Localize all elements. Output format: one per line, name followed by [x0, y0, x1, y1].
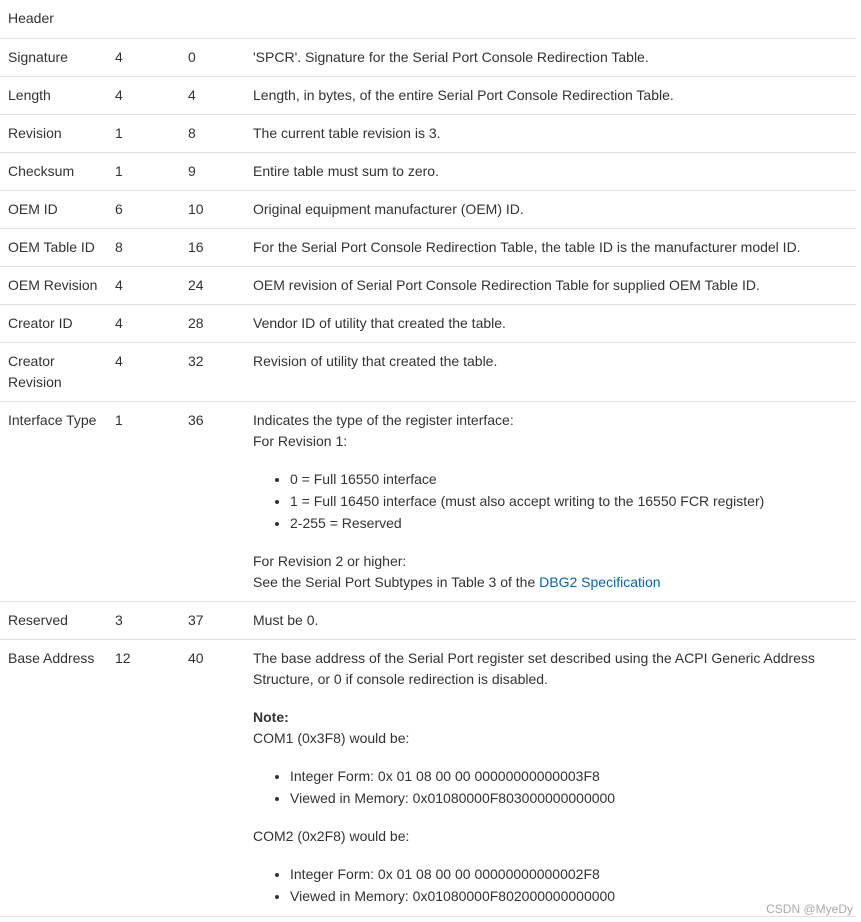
description-text: 'SPCR'. Signature for the Serial Port Console Redirection Table. [253, 49, 649, 65]
field-name-cell: Interface Type [8, 412, 97, 428]
description-cell [245, 648, 856, 908]
description-line [253, 275, 832, 296]
description-line [253, 47, 832, 68]
byte-length-cell: 6 [115, 201, 123, 217]
description-text: Entire table must sum to zero. [253, 163, 439, 179]
description-text: Vendor ID of utility that created the table. [253, 315, 506, 331]
byte-offset-cell: 4 [188, 87, 196, 103]
description-paragraph [253, 551, 832, 593]
dbg2-spec-link[interactable]: DBG2 Specification [539, 574, 661, 590]
byte-length-cell: 1 [115, 163, 123, 179]
bullet-list [253, 469, 832, 534]
description-paragraph [253, 826, 832, 847]
byte-offset-cell: 37 [188, 612, 204, 628]
table-row [0, 229, 856, 267]
list-item: • Viewed in Memory: 0x01080000F803000000000000 [290, 788, 832, 809]
description-text: The base address of the Serial Port register set described using the ACPI Generic Address Structure, or 0 if console redirection is disabled. [253, 650, 815, 687]
table-row [0, 153, 856, 191]
list-item: • Viewed in Memory: 0x01080000F802000000000000 [290, 886, 832, 907]
description-paragraph [253, 47, 832, 68]
description-text: Length, in bytes, of the entire Serial Port Console Redirection Table. [253, 87, 674, 103]
table-row [0, 640, 856, 917]
description-paragraph [253, 648, 832, 690]
description-text: Must be 0. [253, 612, 319, 628]
description-paragraph [253, 351, 832, 372]
watermark: CSDN @MyeDy [766, 902, 853, 916]
field-name-cell: OEM ID [8, 201, 58, 217]
description-text: Indicates the type of the register interface: [253, 412, 514, 428]
table-row [0, 402, 856, 602]
table-row [0, 602, 856, 640]
field-name-cell: Revision [8, 125, 62, 141]
description-line [253, 410, 832, 431]
byte-offset-cell: 40 [188, 650, 204, 666]
byte-length-cell: 4 [115, 315, 123, 331]
description-text: For Revision 2 or higher: [253, 553, 407, 569]
description-text: OEM revision of Serial Port Console Redirection Table for supplied OEM Table ID. [253, 277, 760, 293]
description-cell [245, 123, 856, 144]
description-line [253, 648, 832, 690]
description-line [253, 707, 832, 728]
description-paragraph [253, 707, 832, 749]
description-paragraph [253, 237, 832, 258]
field-name-cell: Checksum [8, 163, 75, 179]
byte-offset-cell: 36 [188, 412, 204, 428]
table-row [0, 39, 856, 77]
description-text: COM1 (0x3F8) would be: [253, 730, 410, 746]
note-bold-text: Note: [253, 709, 289, 725]
table-row [0, 343, 856, 402]
description-cell [245, 313, 856, 334]
byte-length-cell: 8 [115, 239, 123, 255]
list-item: • 0 = Full 16550 interface [290, 469, 832, 490]
table-row [0, 115, 856, 153]
description-paragraph [253, 199, 832, 220]
description-text: Revision of utility that created the table. [253, 353, 498, 369]
byte-offset-cell: 10 [188, 201, 204, 217]
field-name-cell: OEM Table ID [8, 239, 95, 255]
byte-length-cell: 12 [115, 650, 131, 666]
description-line [253, 199, 832, 220]
list-item: • 2-255 = Reserved [290, 513, 832, 534]
list-item: • Integer Form: 0x 01 08 00 00 00000000000002F8 [290, 864, 832, 885]
description-paragraph [253, 610, 832, 631]
field-name-cell: Base Address [8, 650, 95, 666]
description-line [253, 237, 832, 258]
table-section-header-row [0, 0, 856, 39]
description-paragraph [253, 161, 832, 182]
description-line [253, 826, 832, 847]
description-paragraph [253, 313, 832, 334]
list-item: • 1 = Full 16450 interface (must also accept writing to the 16550 FCR register) [290, 491, 832, 512]
byte-offset-cell: 24 [188, 277, 204, 293]
description-cell [245, 610, 856, 631]
field-name-cell: Signature [8, 49, 68, 65]
description-paragraph [253, 123, 832, 144]
byte-length-cell: 4 [115, 353, 123, 369]
byte-length-cell: 4 [115, 87, 123, 103]
description-cell [245, 47, 856, 68]
byte-length-cell: 1 [115, 412, 123, 428]
description-cell [245, 410, 856, 593]
description-text: Original equipment manufacturer (OEM) ID. [253, 201, 524, 217]
byte-length-cell: 4 [115, 49, 123, 65]
byte-offset-cell: 9 [188, 163, 196, 179]
field-name-cell: Creator Revision [8, 353, 62, 390]
description-text: COM2 (0x2F8) would be: [253, 828, 410, 844]
byte-offset-cell: 28 [188, 315, 204, 331]
description-line [253, 123, 832, 144]
byte-offset-cell: 0 [188, 49, 196, 65]
byte-length-cell: 1 [115, 125, 123, 141]
field-name-cell: Length [8, 87, 51, 103]
spcr-table-body [0, 39, 856, 917]
description-cell [245, 351, 856, 393]
field-name-cell: Creator ID [8, 315, 73, 331]
byte-offset-cell: 8 [188, 125, 196, 141]
description-cell [245, 237, 856, 258]
field-name-cell: OEM Revision [8, 277, 98, 293]
description-text: See the Serial Port Subtypes in Table 3 of the [253, 574, 540, 590]
description-cell [245, 161, 856, 182]
description-paragraph [253, 85, 832, 106]
table-row [0, 191, 856, 229]
description-line [253, 313, 832, 334]
description-line [253, 728, 832, 749]
description-line [253, 85, 832, 106]
description-cell [245, 275, 856, 296]
table-row [0, 77, 856, 115]
description-paragraph [253, 275, 832, 296]
section-header-label: Header [8, 10, 54, 26]
description-line [253, 572, 832, 593]
description-text: For the Serial Port Console Redirection Table, the table ID is the manufacturer model ID. [253, 239, 801, 255]
description-cell [245, 199, 856, 220]
table-row [0, 305, 856, 343]
table-row [0, 267, 856, 305]
description-cell [245, 85, 856, 106]
description-line [253, 351, 832, 372]
byte-length-cell: 3 [115, 612, 123, 628]
description-line [253, 161, 832, 182]
byte-offset-cell: 16 [188, 239, 204, 255]
description-paragraph [253, 410, 832, 452]
description-text: For Revision 1: [253, 433, 348, 449]
description-line [253, 551, 832, 572]
bullet-list [253, 766, 832, 809]
description-line [253, 431, 832, 452]
byte-offset-cell: 32 [188, 353, 204, 369]
description-text: The current table revision is 3. [253, 125, 441, 141]
description-line [253, 610, 832, 631]
field-name-cell: Reserved [8, 612, 68, 628]
byte-length-cell: 4 [115, 277, 123, 293]
list-item: • Integer Form: 0x 01 08 00 00 00000000000003F8 [290, 766, 832, 787]
bullet-list [253, 864, 832, 907]
